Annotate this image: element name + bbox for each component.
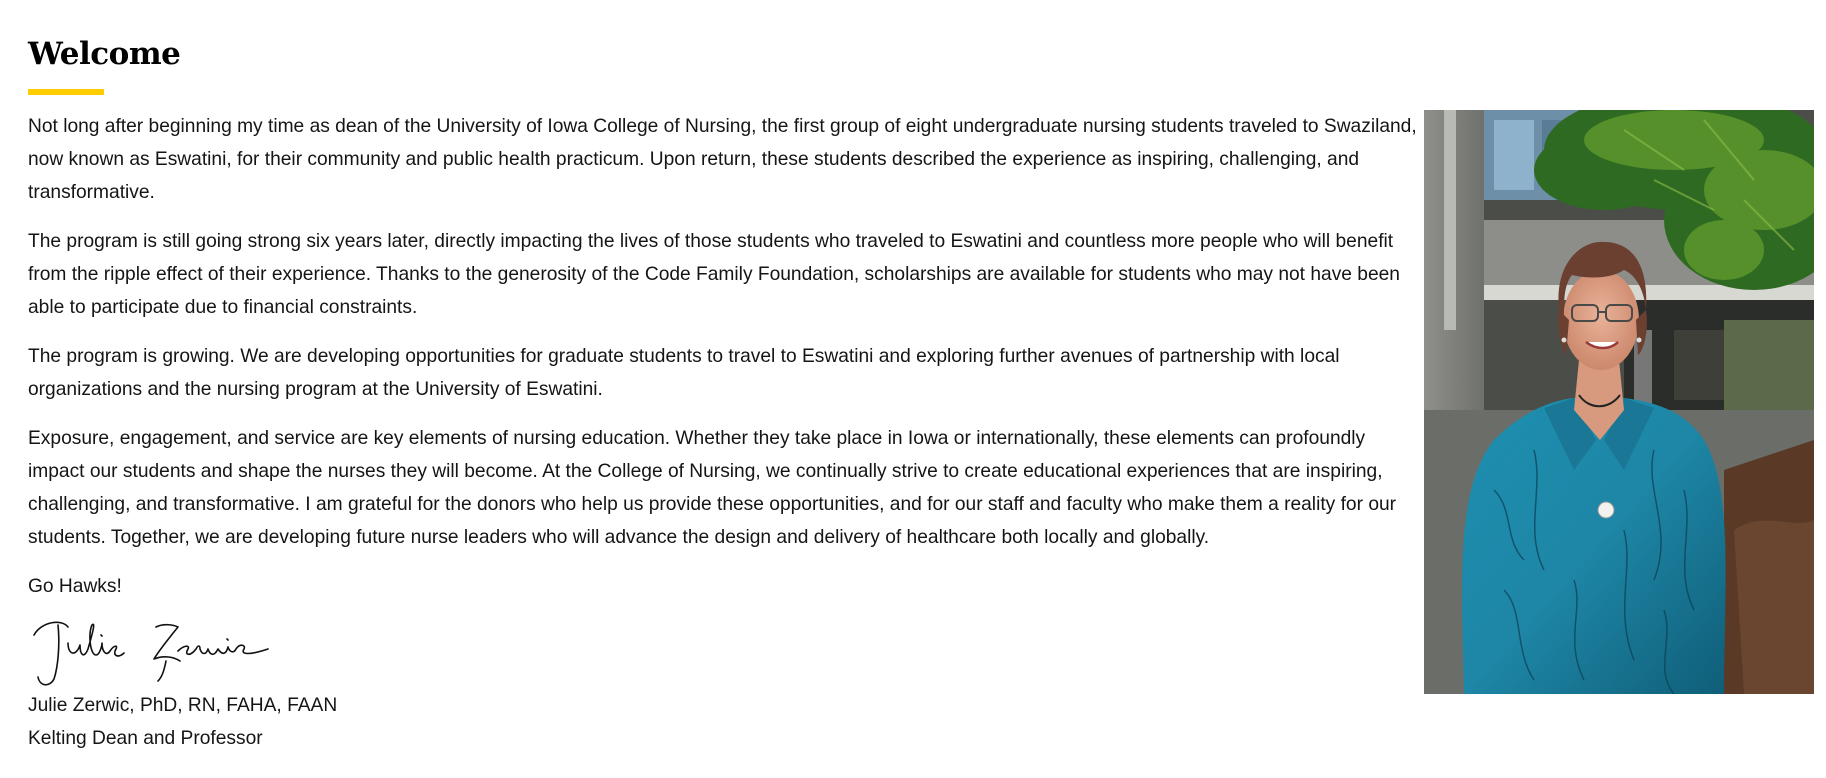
title-accent-bar — [28, 89, 104, 95]
signoff: Go Hawks! — [28, 576, 122, 597]
dean-portrait-photo — [1424, 110, 1814, 694]
signer-name: Julie Zerwic, PhD, RN, FAHA, FAAN — [28, 695, 338, 716]
letter-body — [28, 110, 1420, 755]
section-title: Welcome — [28, 36, 181, 72]
letter-paragraph-3: The program is growing. We are developing opportunities for graduate students to travel to Eswatini and exploring further avenues of partnership with local organizations and the nursing program at the University of Eswatini. — [28, 346, 1340, 400]
letter-paragraph-1: Not long after beginning my time as dean of the University of Iowa College of Nursing, the first group of eight undergraduate nursing students traveled to Swaziland, now known as Eswatini, for their community and public health practicum. Upon return, these students described the experience as inspiring, challenging, and transformative. — [28, 116, 1417, 203]
portrait-illustration — [1424, 110, 1814, 694]
handwritten-signature — [28, 615, 273, 689]
letter-paragraph-4: Exposure, engagement, and service are key elements of nursing education. Whether they take place in Iowa or internationally, these elements can profoundly impact our students and shape the nurses they will become. At the College of Nursing, we continually strive to create educational experiences that are inspiring, challenging, and transformative. I am grateful for the donors who help us provide these opportunities, and for our staff and faculty who make them a reality for our students. Together, we are developing future nurse leaders who will advance the design and delivery of healthcare both locally and globally. — [28, 428, 1397, 548]
welcome-section — [28, 0, 1798, 778]
signer-title: Kelting Dean and Professor — [28, 728, 263, 749]
letter-paragraph-2: The program is still going strong six years later, directly impacting the lives of those students who traveled to Eswatini and countless more people who will benefit from the ripple effect of their experience. Thanks to the generosity of the Code Family Foundation, scholarships are available for students who may not have been able to participate due to financial constraints. — [28, 231, 1400, 318]
